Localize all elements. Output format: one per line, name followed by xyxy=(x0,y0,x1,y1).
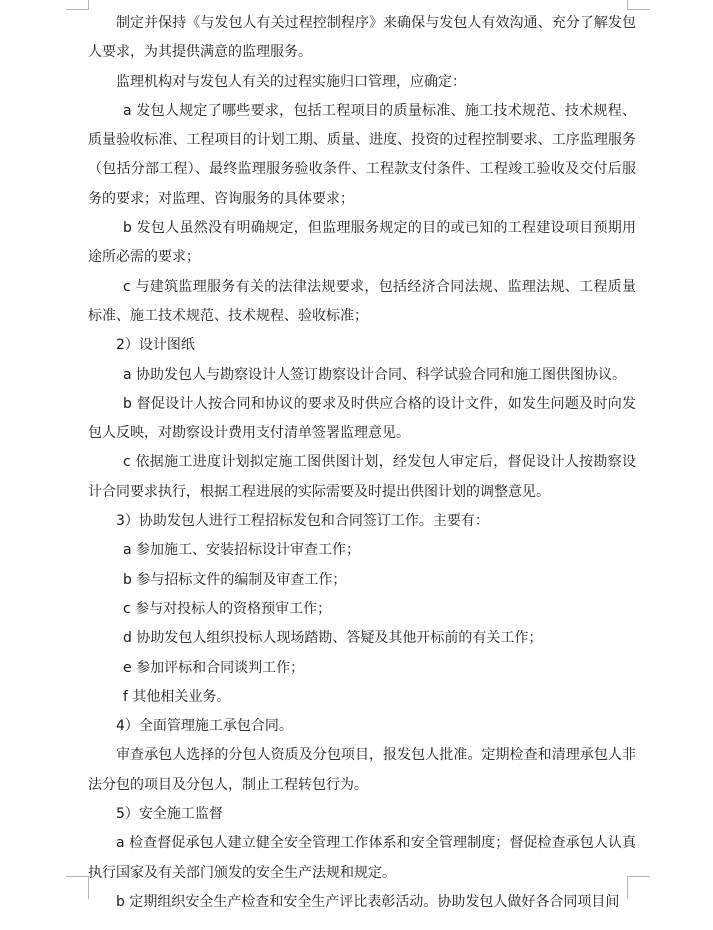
paragraph-design-a: a 协助发包人与勘察设计人签订勘察设计合同、科学试验合同和施工图供图协议。 xyxy=(123,366,627,383)
paragraph-safety-a: a 检查督促承包人建立健全安全管理工作体系和安全管理制度；督促检查承包人认真执行国家及有关部门颁发的安全生产法规和规定。 xyxy=(88,835,636,881)
paragraph-safety-b: b 定期组织安全生产检查和安全生产评比表彰活动。协助发包人做好各合同项目间 xyxy=(116,893,620,910)
section-heading-contract-management: 4）全面管理施工承包合同。 xyxy=(116,718,293,735)
paragraph-tender-b: b 参与招标文件的编制及审查工作； xyxy=(123,571,347,588)
paragraph-design-b: b 督促设计人按合同和协议的要求及时供应合格的设计文件，如发生问题及时向发包人反映，对勘察设计费用支付清单签署监理意见。 xyxy=(88,395,636,442)
section-heading-design-drawings: 2）设计图纸 xyxy=(116,337,195,354)
section-heading-tendering: 3）协助发包人进行工程招标发包和合同签订工作。主要有： xyxy=(116,513,489,530)
paragraph-design-c: c 依据施工进度计划拟定施工图供图计划，经发包人审定后，督促设计人按勘察设计合同要求执行，根据工程进展的实际需要及时提出供图计划的调整意见。 xyxy=(88,454,636,500)
paragraph-tender-c: c 参与对投标人的资格预审工作； xyxy=(123,600,332,617)
margin-mark-bottom-left xyxy=(66,876,89,899)
paragraph-tender-a: a 参加施工、安装招标设计审查工作； xyxy=(123,542,361,559)
paragraph-tender-d: d 协助发包人组织投标人现场踏勘、答疑及其他开标前的有关工作； xyxy=(123,630,543,647)
paragraph-item-a: a 发包人规定了哪些要求，包括工程项目的质量标准、施工技术规范、技术规程、质量验收标准、工程项目的计划工期、质量、进度、投资的过程控制要求、工序监理服务（包括分部工程）、最终监理服务验收条件、工程款支付条件、工程竣工验收及交付后服务的要求；对监理、咨询服务的具体要求； xyxy=(88,102,636,207)
paragraph-tender-f: f 其他相关业务。 xyxy=(123,688,231,705)
paragraph-intro: 制定并保持《与发包人有关过程控制程序》来确保与发包人有效沟通、充分了解发包人要求，为其提供满意的监理服务。 xyxy=(88,15,636,61)
paragraph-item-c: c 与建筑监理服务有关的法律法规要求，包括经济合同法规、监理法规、工程质量标准、施工技术规范、技术规程、验收标准； xyxy=(88,278,636,324)
paragraph-subcontract-review: 审查承包人选择的分包人资质及分包项目，报发包人批准。定期检查和清理承包人非法分包的项目及分包人，制止工程转包行为。 xyxy=(88,747,636,793)
paragraph-management: 监理机构对与发包人有关的过程实施归口管理，应确定： xyxy=(116,73,466,90)
document-body xyxy=(88,9,636,917)
paragraph-item-b: b 发包人虽然没有明确规定，但监理服务规定的目的或已知的工程建设项目预期用途所必需的要求； xyxy=(88,220,636,266)
section-heading-safety: 5）安全施工监督 xyxy=(116,806,223,823)
margin-mark-top-left xyxy=(66,0,89,10)
paragraph-tender-e: e 参加评标和合同谈判工作； xyxy=(123,659,305,676)
